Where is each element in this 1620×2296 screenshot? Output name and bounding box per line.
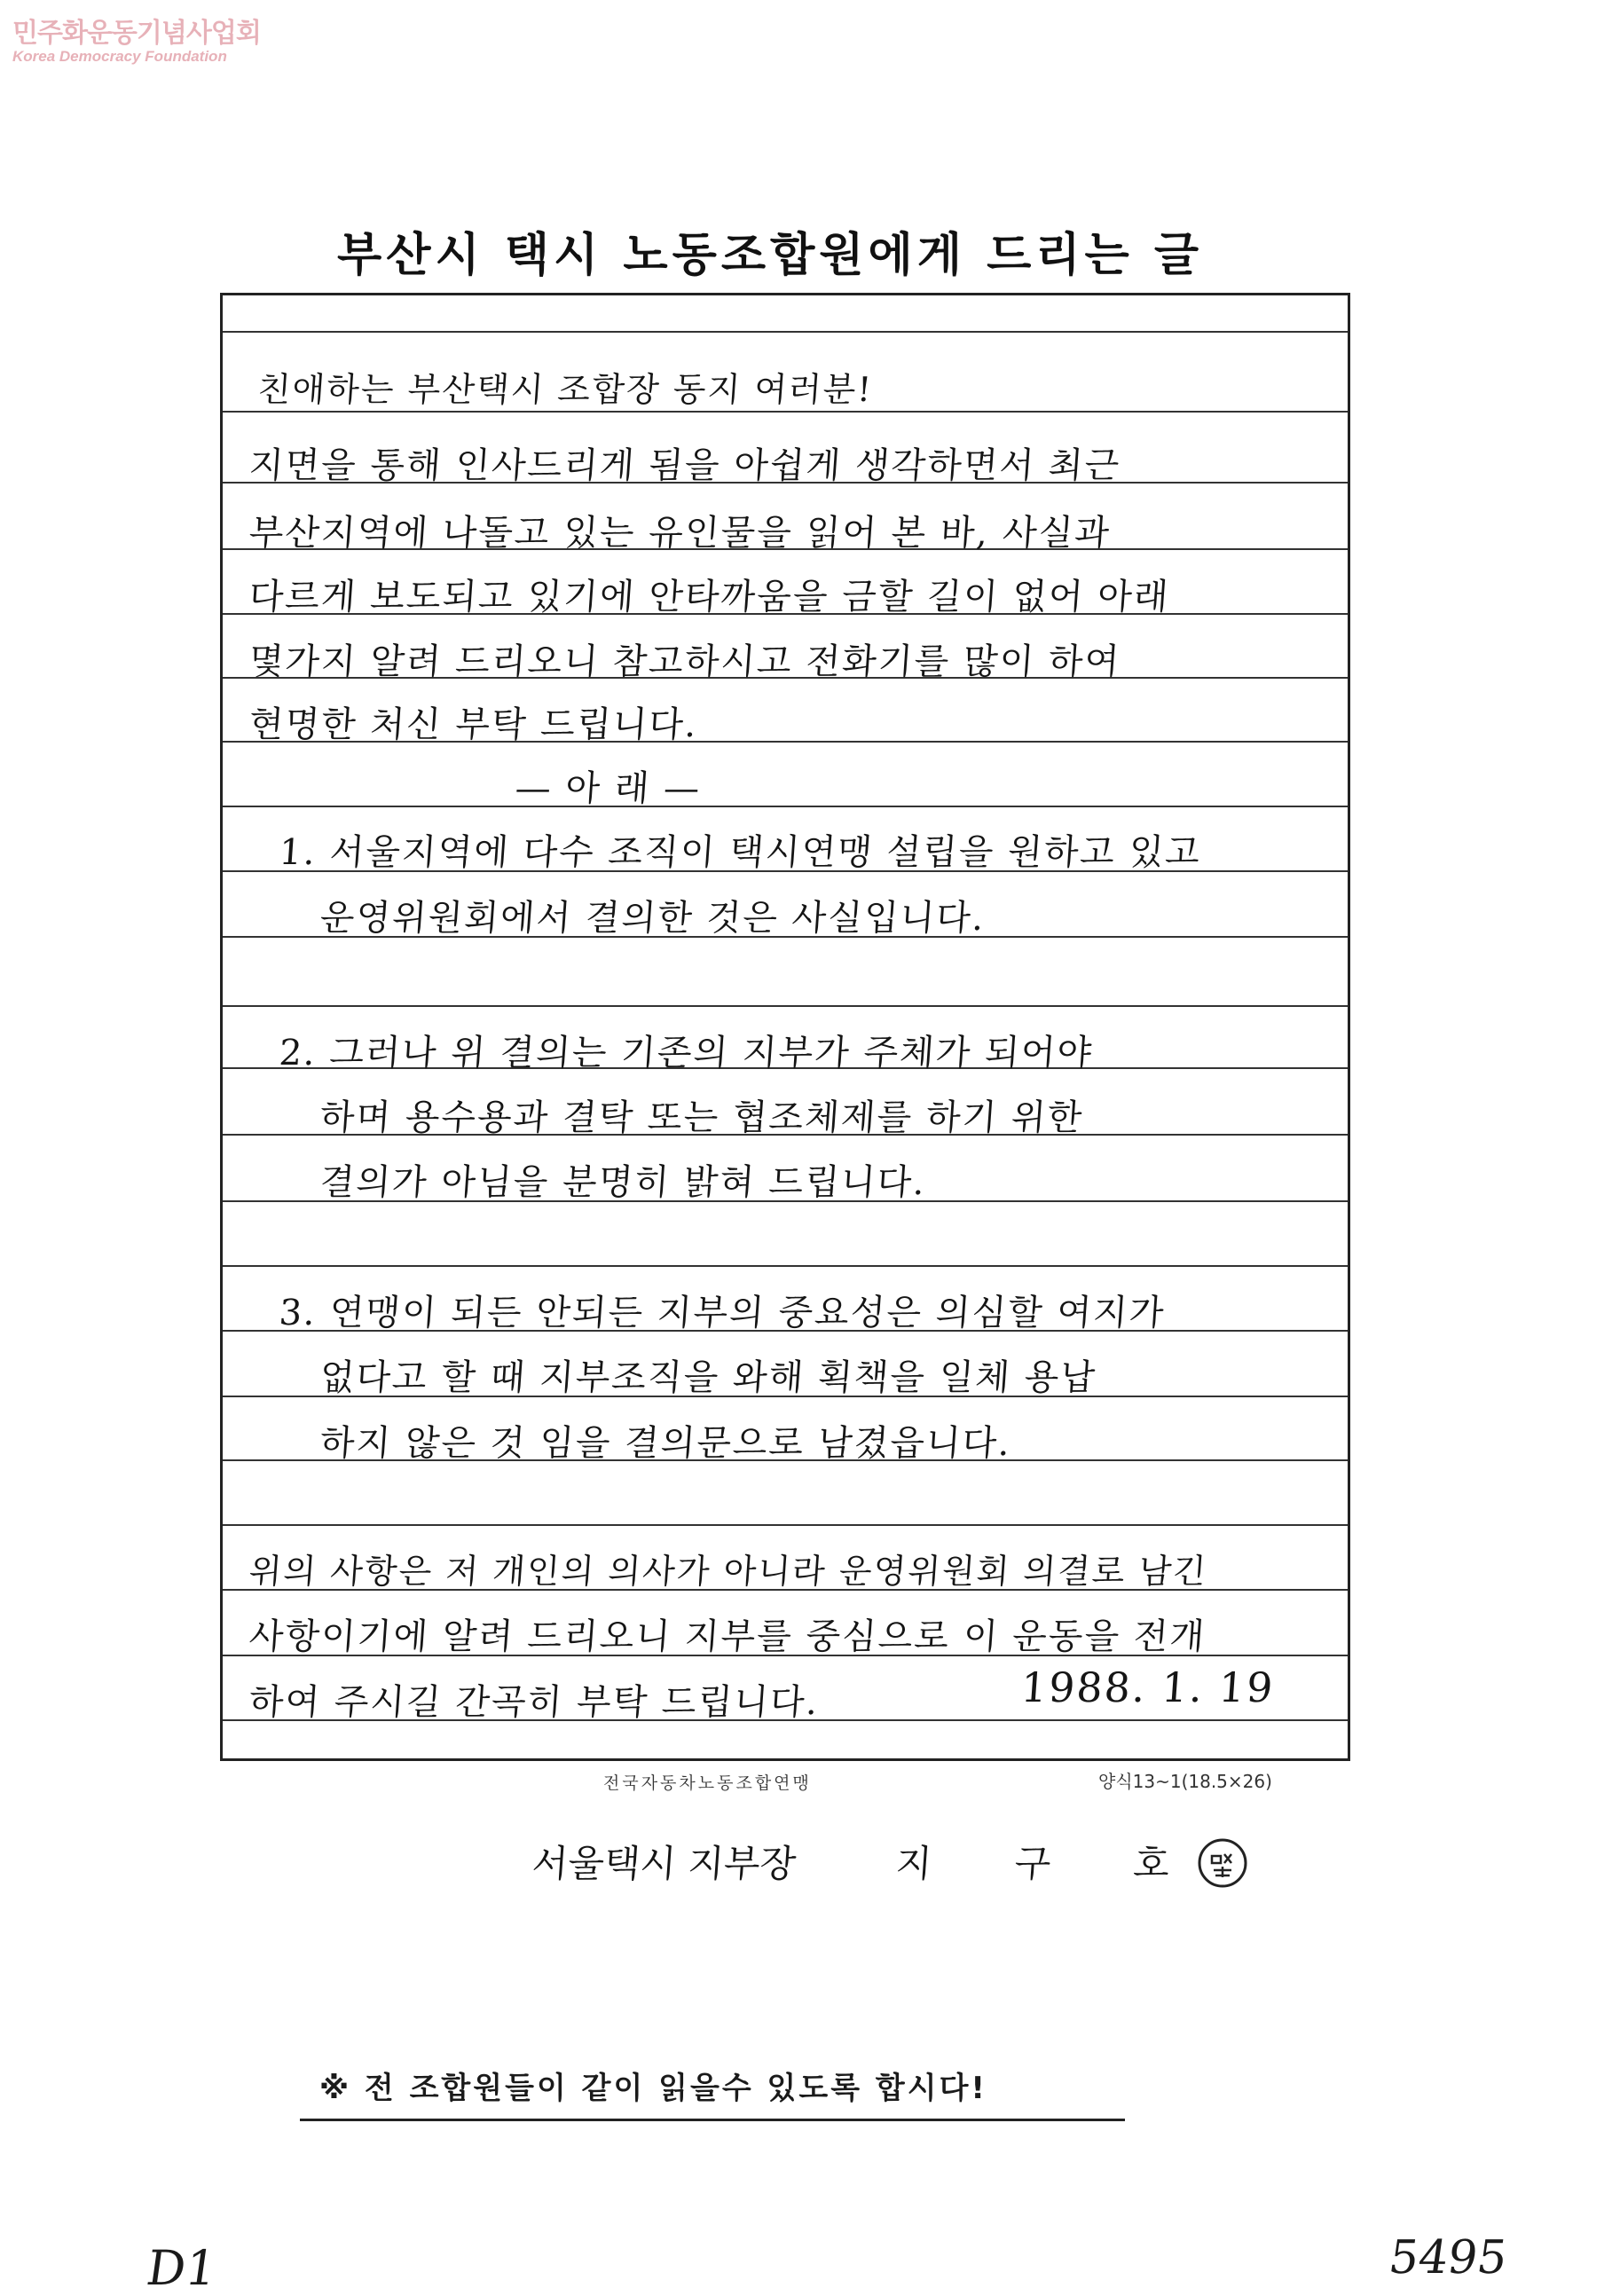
item-2-line: 2. 그러나 위 결의는 기존의 지부가 주체가 되어야: [278, 1033, 1095, 1073]
notice-underline: [300, 2119, 1125, 2121]
watermark-english: Korea Democracy Foundation: [12, 48, 227, 65]
margin-mark-left: D1: [143, 2240, 221, 2296]
item-2-line: 하며 용수용과 결탁 또는 협조체제를 하기 위한: [318, 1097, 1085, 1138]
ruled-line: [223, 411, 1348, 413]
margin-mark-right: 5495: [1385, 2231, 1511, 2284]
item-1-line: 1. 서울지역에 다수 조직이 택시연맹 설립을 원하고 있고: [278, 832, 1203, 873]
notice-text: ※ 전 조합원들이 같이 읽을수 있도록 합시다!: [319, 2071, 987, 2106]
intro-line: 현명한 처신 부탁 드립니다.: [248, 704, 700, 745]
letter-sheet: [220, 293, 1350, 1761]
ruled-line: [223, 806, 1348, 807]
watermark-korean: 민주화운동기념사업회: [12, 18, 261, 49]
seal-stamp-icon: [1196, 1836, 1249, 1890]
greeting: 친애하는 부산택시 조합장 동지 여러분!: [256, 370, 875, 409]
letter-date: 1988. 1. 19: [1019, 1663, 1277, 1711]
item-3-line: 하지 않은 것 임을 결의문으로 남겼읍니다.: [318, 1423, 1013, 1464]
item-3-line: 3. 연맹이 되든 안되든 지부의 중요성은 의심할 여지가: [278, 1293, 1167, 1333]
signature-name: 지 구 호: [894, 1842, 1207, 1885]
form-organization: 전국자동차노동조합연맹: [603, 1773, 812, 1793]
intro-line: 지면을 통해 인사드리게 됨을 아쉽게 생각하면서 최근: [248, 445, 1122, 486]
ruled-line: [223, 331, 1348, 333]
ruled-line: [223, 1524, 1348, 1526]
item-2-line: 결의가 아님을 분명히 밝혀 드립니다.: [318, 1162, 928, 1203]
item-1-line: 운영위원회에서 결의한 것은 사실입니다.: [318, 898, 987, 939]
closing-line: 사항이기에 알려 드리오니 지부를 중심으로 이 운동을 전개: [248, 1616, 1207, 1657]
intro-line: 부산지역에 나돌고 있는 유인물을 읽어 본 바, 사실과: [248, 513, 1113, 554]
intro-line: 몇가지 알려 드리오니 참고하시고 전화기를 많이 하여: [248, 641, 1122, 682]
document-title: 부산시 택시 노동조합원에게 드리는 글: [337, 229, 1204, 282]
signature-position: 서울택시 지부장: [531, 1842, 798, 1885]
ruled-line: [223, 1265, 1348, 1267]
item-3-line: 없다고 할 때 지부조직을 와해 획책을 일체 용납: [318, 1357, 1098, 1398]
closing-line: 위의 사항은 저 개인의 의사가 아니라 운영위원회 의결로 남긴: [248, 1552, 1209, 1591]
intro-line: 다르게 보도되고 있기에 안타까움을 금할 길이 없어 아래: [248, 577, 1172, 617]
closing-line: 하여 주시길 간곡히 부탁 드립니다.: [248, 1682, 821, 1723]
section-heading: — 아 래 —: [514, 768, 703, 809]
form-number: 양식13~1(18.5×26): [1098, 1771, 1272, 1792]
ruled-line: [223, 1005, 1348, 1007]
watermark: [12, 11, 261, 66]
